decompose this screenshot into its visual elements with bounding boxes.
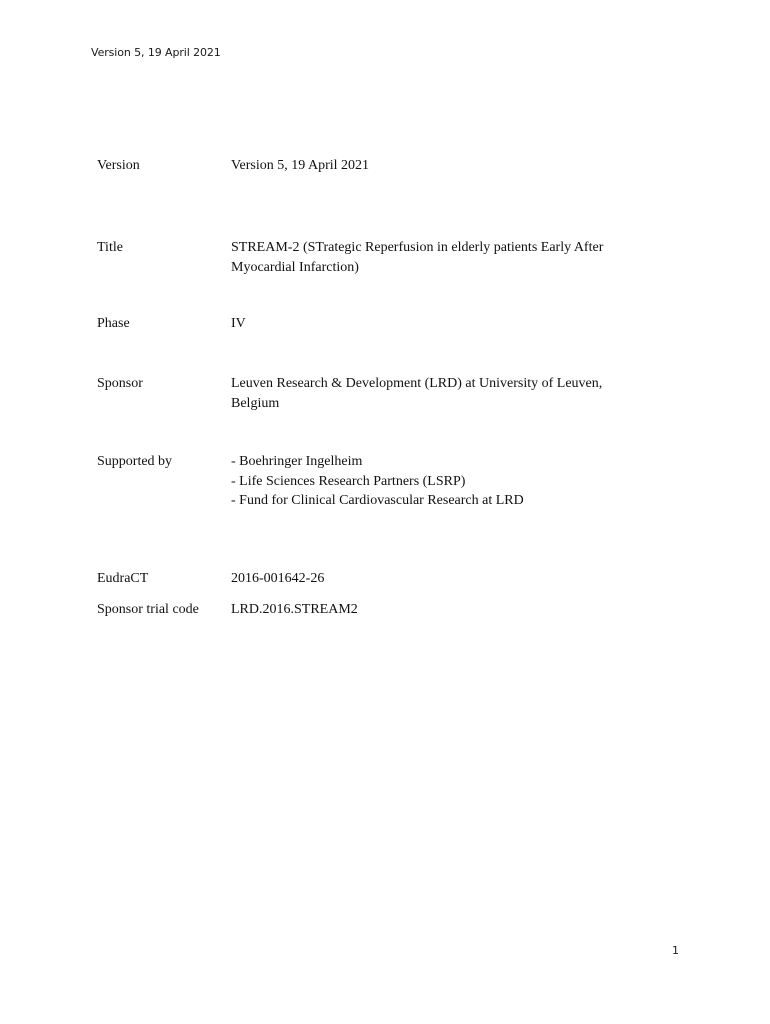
title-line: STREAM-2 (STrategic Reperfusion in elderly patients Early After [231,240,604,255]
phase-label: Phase [97,316,130,331]
title-line: Myocardial Infarction) [231,259,359,275]
supported-by-list [231,452,656,511]
title-value [231,238,656,277]
version-value: Version 5, 19 April 2021 [231,158,370,173]
sponsor-line: Belgium [231,395,280,411]
supporter-item: - Life Sciences Research Partners (LSRP) [231,473,466,489]
sponsor-trial-code-value: LRD.2016.STREAM2 [231,602,358,617]
sponsor-line: Leuven Research & Development (LRD) at University of Leuven, [231,376,603,391]
page-number: 1 [672,944,679,957]
phase-value: IV [231,316,246,331]
supporter-item: - Fund for Clinical Cardiovascular Research at LRD [231,493,524,508]
sponsor-value [231,374,656,413]
eudract-value: 2016-001642-26 [231,571,325,586]
sponsor-trial-code-label: Sponsor trial code [97,602,199,617]
running-header: Version 5, 19 April 2021 [91,46,221,59]
supporter-item: - Boehringer Ingelheim [231,454,363,469]
supported-by-label: Supported by [97,454,173,469]
version-label: Version [97,158,140,173]
title-label: Title [97,240,123,255]
eudract-label: EudraCT [97,571,149,586]
sponsor-label: Sponsor [97,376,143,391]
